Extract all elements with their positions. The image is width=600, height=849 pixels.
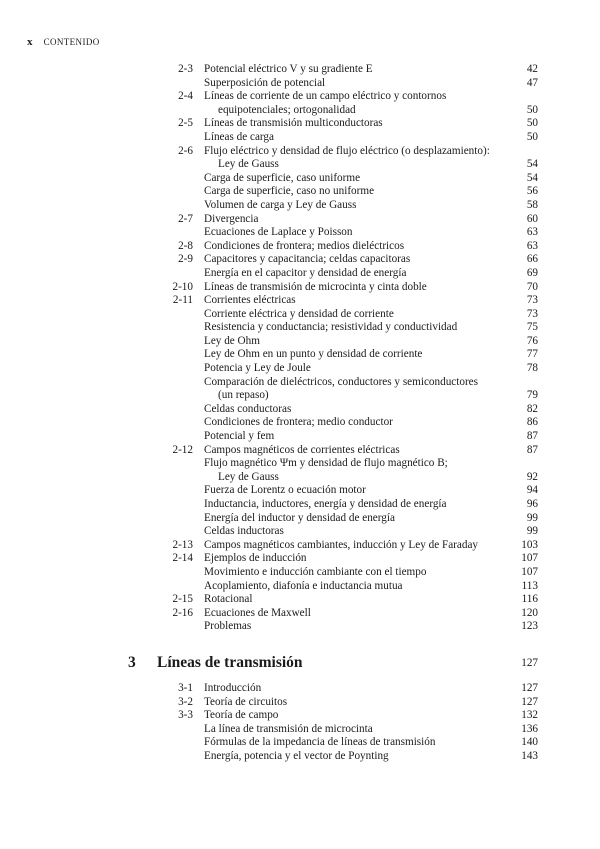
entry-title: equipotenciales; ortogonalidad [218,103,356,116]
entry-title: Ejemplos de inducción [204,552,307,565]
toc-entry [0,416,600,430]
entry-page: 63 [526,239,538,252]
entry-page: 123 [521,620,538,633]
entry-title: Potencial eléctrico V y su gradiente E [204,63,373,75]
toc-entry [0,607,600,621]
entry-page: 76 [526,334,538,347]
entry-page: 63 [526,226,538,239]
toc-entry [0,430,600,444]
toc-entry [0,709,600,723]
entry-title: Corrientes eléctricas [204,294,296,307]
entry-page: 73 [526,294,538,307]
toc-entry [0,471,600,485]
toc-entry [0,723,600,737]
toc-entry [0,185,600,199]
toc-entry [0,267,600,281]
entry-title: Problemas [204,620,252,633]
entry-title: Campos magnéticos cambiantes, inducción y Ley de Faraday [204,538,479,551]
section-number: 2-11 [172,294,193,307]
entry-page: 94 [526,484,538,497]
toc-entry [0,512,600,526]
running-header [27,36,100,48]
toc-entry [0,362,600,376]
entry-title: Ecuaciones de Laplace y Poisson [204,226,353,239]
toc-entry [0,253,600,267]
entry-page: 82 [526,402,538,415]
entry-title: Condiciones de frontera; medios dieléctricos [204,239,405,252]
section-number: 2-5 [178,117,193,130]
entry-title: Líneas de transmisión multiconductoras [204,117,383,130]
toc-entry [0,376,600,390]
toc-entry [0,321,600,335]
entry-page: 66 [526,253,538,266]
toc-entry [0,240,600,254]
entry-page: 92 [526,470,538,483]
section-number: 2-10 [172,280,193,293]
section-number: 3-2 [178,695,193,708]
entry-page: 143 [521,749,538,762]
entry-page: 116 [521,593,538,606]
entry-page: 54 [526,171,538,184]
page-number: x [27,36,33,48]
entry-title: Superposición de potencial [204,76,326,89]
section-number: 2-7 [178,212,193,225]
section-number: 2-16 [172,606,193,619]
entry-title: Teoría de circuitos [204,695,288,708]
entry-page: 120 [521,606,538,619]
entry-page: 70 [526,280,538,293]
toc-entry [0,226,600,240]
toc-entry [0,335,600,349]
entry-title: Celdas inductoras [204,525,284,538]
entry-page: 54 [526,158,538,171]
entry-title: Rotacional [204,593,253,606]
entry-page: 132 [521,709,538,722]
entry-page: 60 [526,212,538,225]
running-title: CONTENIDO [43,37,100,47]
entry-page: 86 [526,416,538,429]
entry-page: 73 [526,307,538,320]
entry-title: Ecuaciones de Maxwell [204,606,311,619]
toc-entry [0,403,600,417]
entry-page: 103 [521,538,538,551]
entry-page: 75 [526,321,538,334]
toc-entry [0,158,600,172]
chapter-page: 127 [521,657,538,669]
toc-entry [0,199,600,213]
entry-page: 140 [521,736,538,749]
toc-entry [0,63,600,77]
entry-title: Acoplamiento, diafonía e inductancia mutua [204,579,403,592]
toc-entry [0,131,600,145]
toc-entry [0,566,600,580]
toc-entry [0,348,600,362]
entry-page: 99 [526,511,538,524]
entry-title: Carga de superficie, caso no uniforme [204,185,375,198]
toc-entry [0,444,600,458]
toc-entry [0,525,600,539]
entry-title: Comparación de dieléctricos, conductores y semiconductores [204,375,479,388]
toc-entry [0,308,600,322]
section-number: 2-15 [172,593,193,606]
toc-entry [0,539,600,553]
toc-entry [0,552,600,566]
toc-entry [0,172,600,186]
toc-entry [0,294,600,308]
entry-page: 113 [521,579,538,592]
section-number: 3-3 [178,709,193,722]
entry-page: 99 [526,525,538,538]
entry-page: 50 [526,130,538,143]
toc-entry [0,580,600,594]
entry-title: Celdas conductoras [204,402,292,415]
entry-page: 127 [521,682,538,694]
entry-title: Ley de Gauss [218,470,279,483]
entry-title: Volumen de carga y Ley de Gauss [204,198,357,211]
section-number: 2-14 [172,552,193,565]
entry-title: Introducción [204,682,262,694]
entry-title: Energía en el capacitor y densidad de energía [204,266,407,279]
entry-title: Corriente eléctrica y densidad de corriente [204,307,394,320]
entry-title: Flujo magnético Ψm y densidad de flujo magnético B; [204,457,448,470]
section-number: 2-13 [172,538,193,551]
entry-title: (un repaso) [218,389,269,402]
entry-page: 50 [526,117,538,130]
entry-title: Ley de Ohm [204,334,260,347]
entry-title: Resistencia y conductancia; resistividad y conductividad [204,321,458,334]
toc-section-2 [0,63,600,634]
section-number: 2-4 [178,90,193,103]
toc-entry [0,620,600,634]
entry-title: Energía, potencia y el vector de Poynting [204,749,389,762]
entry-page: 58 [526,198,538,211]
entry-title: Líneas de corriente de un campo eléctrico y contornos [204,90,447,103]
toc-entry [0,457,600,471]
entry-page: 69 [526,266,538,279]
entry-page: 50 [526,103,538,116]
entry-title: La línea de transmisión de microcinta [204,722,373,735]
toc-entry [0,77,600,91]
toc-entry [0,145,600,159]
entry-page: 42 [526,63,538,75]
chapter-heading [0,654,600,674]
entry-page: 107 [521,565,538,578]
entry-page: 87 [526,443,538,456]
entry-page: 87 [526,430,538,443]
entry-title: Carga de superficie, caso uniforme [204,171,361,184]
entry-title: Potencial y fem [204,430,275,443]
entry-page: 56 [526,185,538,198]
entry-title: Ley de Gauss [218,158,279,171]
entry-page: 96 [526,498,538,510]
entry-title: Fórmulas de la impedancia de líneas de transmisión [204,736,436,749]
section-number: 2-9 [178,253,193,266]
toc-entry [0,104,600,118]
entry-title: Fuerza de Lorentz o ecuación motor [204,484,366,497]
entry-page: 47 [526,76,538,89]
toc-entry [0,213,600,227]
toc-entry [0,696,600,710]
section-number: 2-6 [178,144,193,157]
toc-entry [0,90,600,104]
toc-entry [0,498,600,512]
entry-title: Energía del inductor y densidad de energía [204,511,395,524]
entry-title: Inductancia, inductores, energía y densidad de energía [204,498,447,510]
toc-entry [0,117,600,131]
section-number: 2-3 [178,63,193,75]
entry-page: 136 [521,722,538,735]
toc-entry [0,484,600,498]
entry-title: Flujo eléctrico y densidad de flujo eléctrico (o desplazamiento): [204,144,490,157]
entry-page: 78 [526,362,538,375]
chapter-number: 3 [128,654,136,671]
toc-section-3 [0,682,600,764]
entry-title: Campos magnéticos de corrientes eléctricas [204,443,400,456]
entry-page: 127 [521,695,538,708]
toc-entry [0,750,600,764]
toc-entry [0,593,600,607]
entry-page: 77 [526,348,538,361]
entry-page: 79 [526,389,538,402]
section-number: 2-12 [172,443,193,456]
entry-page: 107 [521,552,538,565]
toc-entry [0,682,600,696]
entry-title: Potencia y Ley de Joule [204,362,311,375]
entry-title: Teoría de campo [204,709,279,722]
toc-entry [0,281,600,295]
toc-entry [0,389,600,403]
entry-title: Ley de Ohm en un punto y densidad de corriente [204,348,423,361]
section-number: 3-1 [178,682,193,694]
entry-title: Condiciones de frontera; medio conductor [204,416,393,429]
entry-title: Movimiento e inducción cambiante con el tiempo [204,565,427,578]
entry-title: Capacitores y capacitancia; celdas capacitoras [204,253,411,266]
chapter-title: Líneas de transmisión [157,654,303,671]
entry-title: Líneas de carga [204,130,274,143]
toc-entry [0,736,600,750]
entry-title: Líneas de transmisión de microcinta y cinta doble [204,280,427,293]
section-number: 2-8 [178,239,193,252]
entry-title: Divergencia [204,212,259,225]
